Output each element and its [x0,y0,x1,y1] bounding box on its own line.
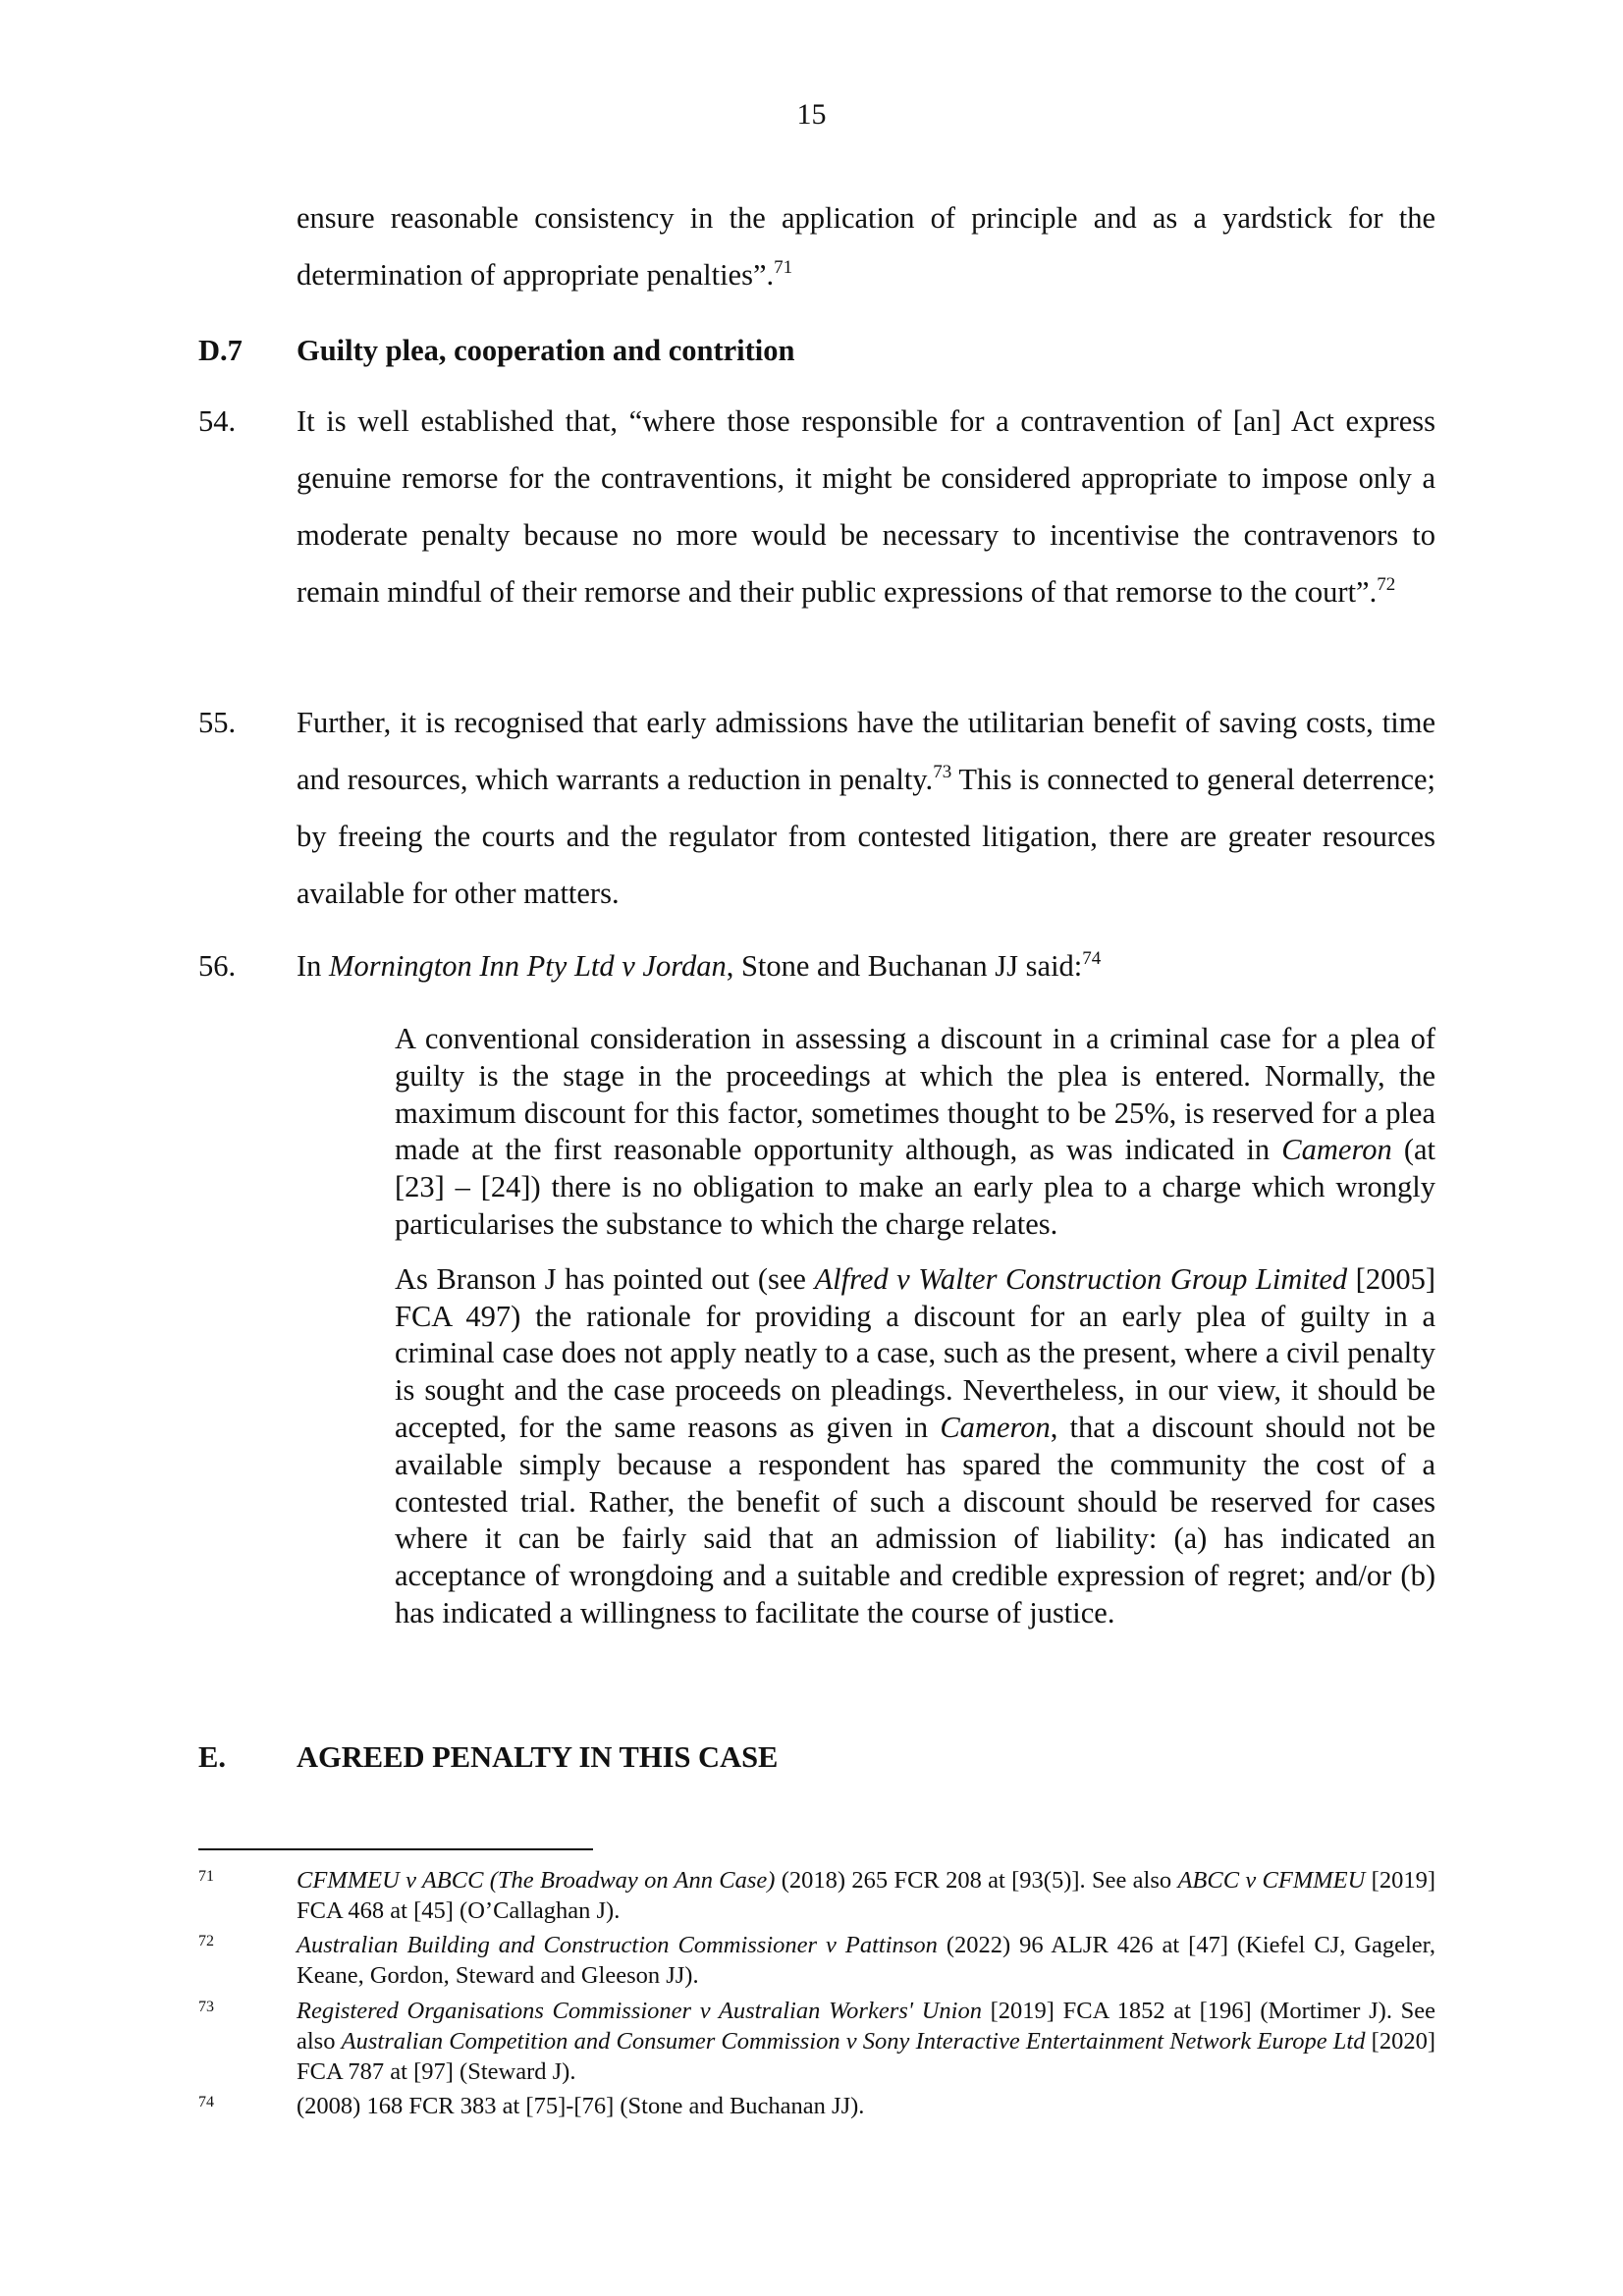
paragraph-text [297,393,1435,620]
continuation-text: ensure reasonable consistency in the application of principle and as a yardstick for the determination of appropriate penalties”. [297,201,1435,292]
paragraph-56-pre: In [297,949,330,983]
section-title: AGREED PENALTY IN THIS CASE [297,1740,779,1774]
paragraph-text [297,937,1435,994]
footnote-number: 71 [198,1868,214,1885]
footnote-number: 72 [198,1933,214,1949]
paragraph-56-post: , Stone and Buchanan JJ said: [726,949,1083,983]
section-number: E. [198,1740,226,1774]
footnote-number: 74 [198,2094,214,2110]
case-name: Registered Organisations Commissioner v Australian Workers' Union [297,1998,982,2024]
footnote-ref-74[interactable]: 74 [1082,948,1102,969]
case-name: CFMMEU v ABCC (The Broadway on Ann Case) [297,1867,776,1894]
footnote-text-part: [2019] FCA 1852 at [196] (Mortimer J). See also [297,1998,1435,2055]
block-quote [395,1021,1435,1632]
footnote-text-part: (2018) 265 FCR 208 at [93(5)]. See also [775,1867,1178,1894]
quote-text: , that a discount should not be available simply because a respondent has spared the community the cost of a contested trial. Rather, the benefit of such a discount should be reserved for cases where it can be fairly said that an admission of liability: (a) has indicated an acceptance of wrongdoing and a suitable and credible expression of regret; and/or (b) has indicated a willingness to facilitate the course of justice. [395,1410,1436,1629]
footnote-ref-73[interactable]: 73 [933,762,952,782]
section-number: D.7 [198,334,243,367]
footnote-text-part: [2019] FCA 468 at [45] (O’Callaghan J). [297,1867,1435,1924]
paragraph-55-text-a: Further, it is recognised that early admissions have the utilitarian benefit of saving costs, time and resources, which warrants a reduction in penalty. [297,706,1435,796]
paragraph-text [297,694,1435,922]
footnote-text: (2008) 168 FCR 383 at [75]-[76] (Stone and Buchanan JJ). [297,2093,865,2119]
case-name: Cameron [1281,1133,1392,1167]
case-name: ABCC v CFMMEU [1177,1867,1366,1894]
quote-paragraph-1 [395,1021,1435,1244]
quote-text: [2005] FCA 497) the rationale for providing a discount for an early plea of guilty in a criminal case does not apply neatly to a case, such as the present, where a civil penalty is sought and the case proceeds on pleadings. Nevertheless, in our view, it should be accepted, for the same reasons as given in [395,1261,1435,1444]
paragraph-number: 56. [198,949,237,983]
quote-text: (at [23] – [24]) there is no obligation to make an early plea to a charge which wrongly particularises the substance to which the charge relates. [395,1133,1435,1241]
paragraph-54-text: It is well established that, “where those responsible for a contravention of [an] Act express genuine remorse for the contraventions, it might be considered appropriate to impose only a moderate penalty because no more would be necessary to incentivise the contravenors to remain mindful of their remorse and their public expressions of that remorse to the court”. [297,404,1435,609]
case-name: Alfred v Walter Construction Group Limited [814,1261,1348,1296]
section-title: Guilty plea, cooperation and contrition [297,334,795,367]
footnote-ref-71[interactable]: 71 [774,257,793,278]
footnote-ref-72[interactable]: 72 [1377,574,1396,595]
paragraph-number: 55. [198,706,237,739]
continuation-paragraph [297,189,1435,303]
case-name: Australian Building and Construction Commissioner v Pattinson [297,1932,938,1958]
quote-text: As Branson J has pointed out (see [395,1261,815,1296]
footnote-text [297,1930,1435,1991]
case-name: Mornington Inn Pty Ltd v Jordan [329,949,727,983]
paragraph-55-text-b: This is connected to general deterrence; by freeing the courts and the regulator from contested litigation, there are greater resources available for other matters. [297,763,1435,910]
case-name: Australian Competition and Consumer Commission v Sony Interactive Entertainment Network Europe Ltd [341,2028,1366,2055]
page-number: 15 [796,98,827,131]
footnote-divider [198,1848,593,1850]
quote-paragraph-2 [395,1261,1435,1632]
footnote-text [297,1865,1435,1926]
footnote-number: 73 [198,1999,214,2015]
footnote-text-part: [2020] FCA 787 at [97] (Steward J). [297,2028,1435,2085]
case-name: Cameron [940,1410,1051,1444]
paragraph-number: 54. [198,404,237,438]
footnote-text [297,1996,1435,2087]
footnote-text-part: (2022) 96 ALJR 426 at [47] (Kiefel CJ, Gageler, Keane, Gordon, Steward and Gleeson JJ). [297,1932,1435,1989]
quote-text: A conventional consideration in assessing a discount in a criminal case for a plea of guilty is the stage in the proceedings at which the plea is entered. Normally, the maximum discount for this factor, sometimes thought to be 25%, is reserved for a plea made at the first reasonable opportunity although, as was indicated in [395,1022,1435,1167]
